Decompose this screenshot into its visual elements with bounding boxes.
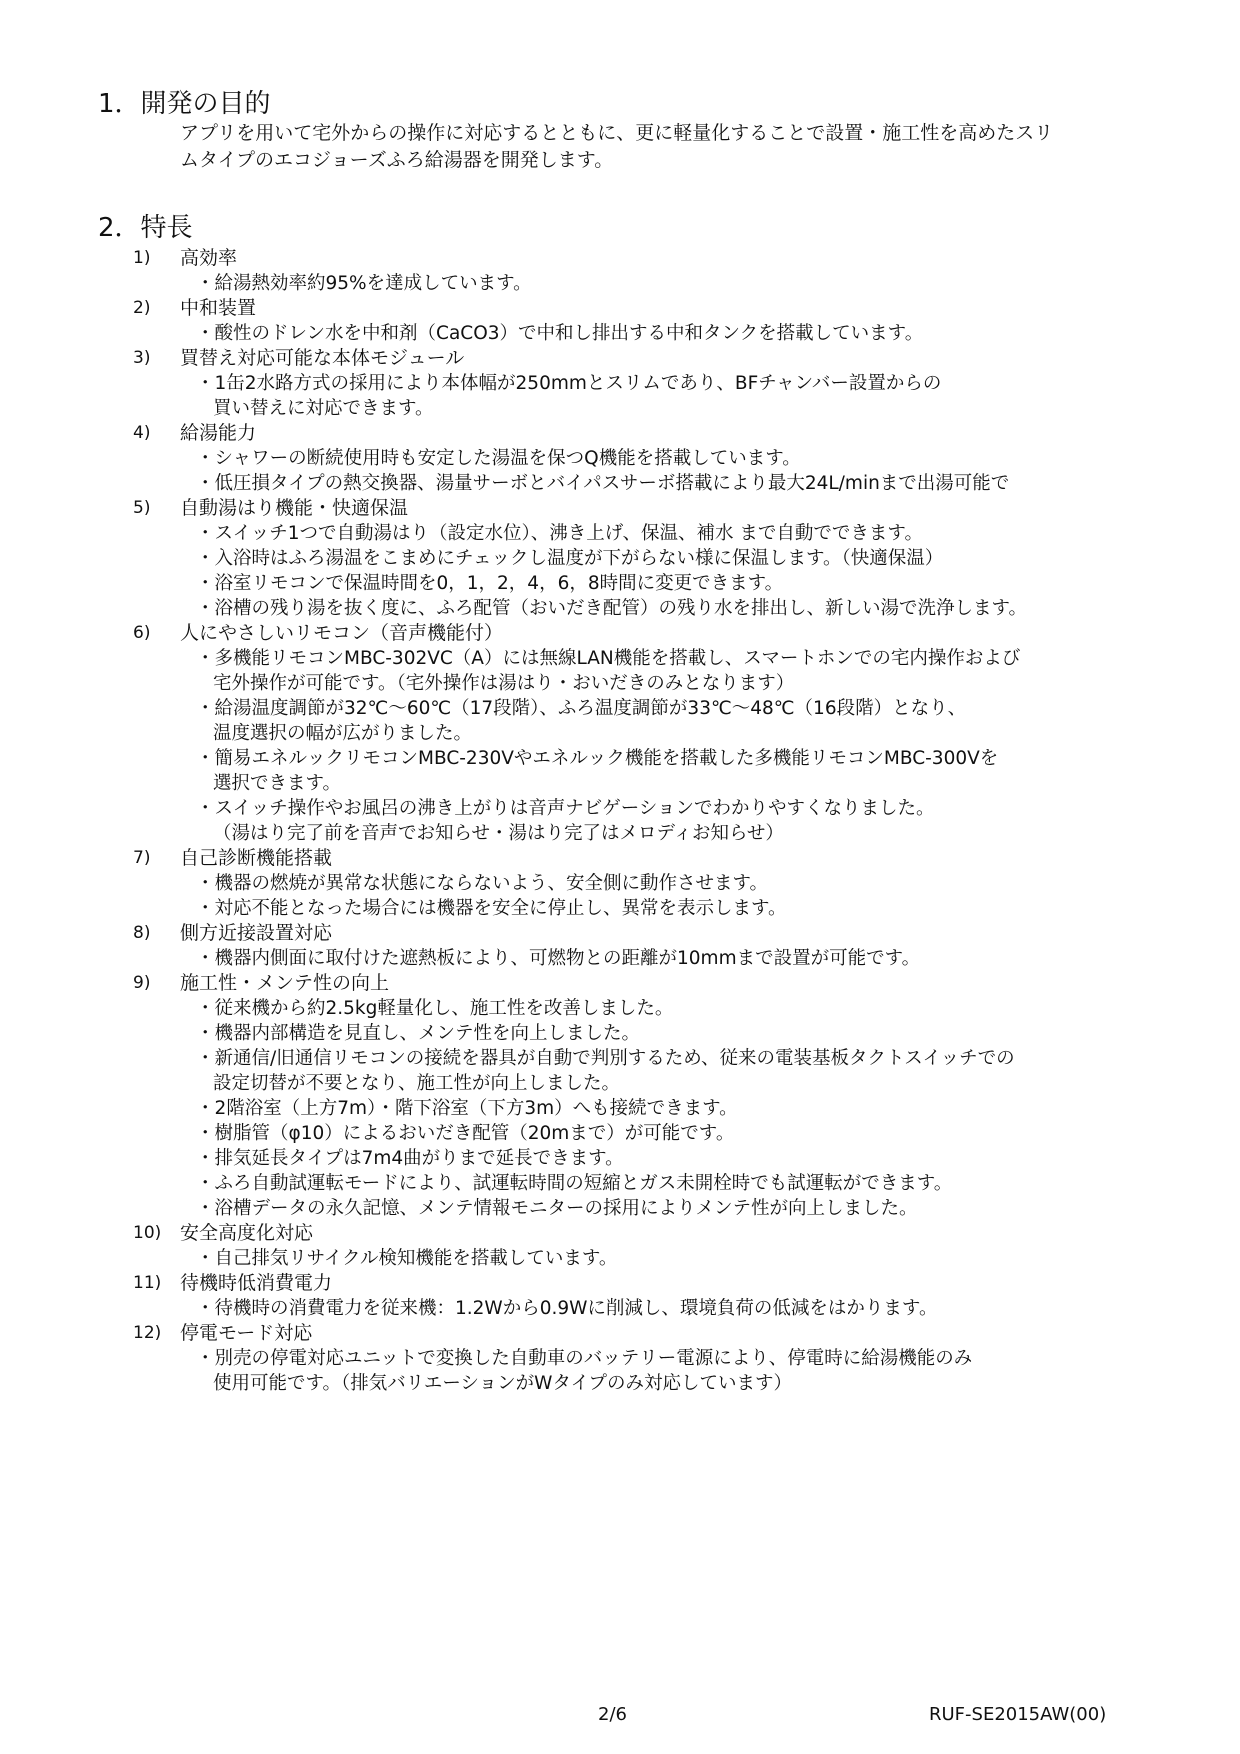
feature-bullet [196, 1046, 1240, 1096]
feature-item [0, 1221, 1240, 1271]
bullet-line: ・自己排気リサイクル検知機能を搭載しています。 [196, 1248, 618, 1269]
feature-bullet [196, 1246, 1240, 1271]
feature-title: 中和装置 [180, 297, 257, 319]
purpose-line: ムタイプのエコジョーズふろ給湯器を開発します。 [180, 149, 614, 171]
bullet-line: ・対応不能となった場合には機器を安全に停止し、異常を表示します。 [196, 898, 787, 919]
purpose-line: アプリを用いて宅外からの操作に対応するとともに、更に軽量化することで設置・施工性を高めたスリ [180, 122, 1054, 144]
bullet-line: ・機器内部構造を見直し、メンテ性を向上しました。 [196, 1023, 641, 1044]
feature-number: 12) [133, 1323, 162, 1343]
feature-bullet [196, 371, 1240, 421]
feature-bullet [196, 746, 1240, 796]
feature-heading [0, 971, 1240, 996]
feature-bullet [196, 1096, 1240, 1121]
feature-bullet [196, 796, 1240, 846]
feature-number: 8) [133, 923, 151, 943]
bullet-continuation-line: 選択できます。 [213, 773, 342, 794]
bullet-line: ・酸性のドレン水を中和剤（CaCO3）で中和し排出する中和タンクを搭載しています。 [196, 323, 924, 344]
feature-heading [0, 1221, 1240, 1246]
page-number: 2/6 [598, 1704, 627, 1725]
bullet-continuation-line: 買い替えに対応できます。 [213, 398, 434, 419]
feature-bullet [196, 596, 1240, 621]
feature-number: 1) [133, 248, 151, 268]
feature-item [0, 846, 1240, 921]
feature-bullet [196, 1346, 1240, 1396]
feature-bullet [196, 321, 1240, 346]
feature-bullet [196, 1196, 1240, 1221]
feature-number: 11) [133, 1273, 162, 1293]
bullet-continuation-line: （湯はり完了前を音声でお知らせ・湯はり完了はメロディお知らせ） [213, 823, 784, 844]
feature-item [0, 246, 1240, 296]
feature-number: 4) [133, 423, 151, 443]
feature-heading [0, 496, 1240, 521]
feature-heading [0, 346, 1240, 371]
feature-bullet [196, 546, 1240, 571]
feature-title: 待機時低消費電力 [180, 1272, 333, 1294]
feature-bullet [196, 1146, 1240, 1171]
feature-title: 給湯能力 [180, 422, 257, 444]
bullet-line: ・給湯温度調節が32℃～60℃（17段階）、ふろ温度調節が33℃～48℃（16段階）となり、 [196, 698, 967, 719]
bullet-continuation-line: 使用可能です。（排気バリエーションがWタイプのみ対応しています） [213, 1373, 793, 1394]
bullet-continuation-line: 温度選択の幅が広がりました。 [213, 723, 473, 744]
feature-bullet [196, 1121, 1240, 1146]
feature-bullet [196, 1171, 1240, 1196]
feature-bullet [196, 1296, 1240, 1321]
feature-title: 高効率 [180, 247, 238, 269]
feature-number: 9) [133, 973, 151, 993]
feature-bullet [196, 946, 1240, 971]
feature-item [0, 971, 1240, 1221]
purpose-paragraph [180, 120, 1160, 174]
feature-bullet [196, 271, 1240, 296]
feature-item [0, 496, 1240, 621]
feature-heading [0, 846, 1240, 871]
bullet-line: ・入浴時はふろ湯温をこまめにチェックし温度が下がらない様に保温します。（快適保温） [196, 548, 944, 569]
feature-title: 自動湯はり機能・快適保温 [180, 497, 409, 519]
feature-number: 6) [133, 623, 151, 643]
feature-bullet [196, 471, 1240, 496]
bullet-line: ・排気延長タイプは7m4曲がりまで延長できます。 [196, 1148, 624, 1169]
feature-number: 5) [133, 498, 151, 518]
feature-bullet [196, 521, 1240, 546]
bullet-line: ・浴槽データの永久記憶、メンテ情報モニターの採用によりメンテ性が向上しました。 [196, 1198, 918, 1219]
feature-heading [0, 246, 1240, 271]
feature-title: 人にやさしいリモコン（音声機能付） [180, 622, 504, 644]
feature-item [0, 296, 1240, 346]
feature-list [0, 246, 1240, 1396]
feature-title: 側方近接設置対応 [180, 922, 333, 944]
bullet-line: ・浴槽の残り湯を抜く度に、ふろ配管（おいだき配管）の残り水を排出し、新しい湯で洗浄します。 [196, 598, 1028, 619]
bullet-line: ・スイッチ操作やお風呂の沸き上がりは音声ナビゲーションでわかりやすくなりました。 [196, 798, 935, 819]
bullet-line: ・低圧損タイプの熱交換器、湯量サーボとバイパスサーボ搭載により最大24L/minまで出湯可能で [196, 473, 1010, 494]
feature-bullet [196, 446, 1240, 471]
bullet-line: ・新通信/旧通信リモコンの接続を器具が自動で判別するため、従来の電装基板タクトスイッチでの [196, 1048, 1015, 1069]
bullet-line: ・浴室リモコンで保温時間を0，1，2，4，6，8時間に変更できます。 [196, 573, 784, 594]
bullet-line: ・スイッチ1つで自動湯はり（設定水位）、沸き上げ、保温、補水 まで自動でできます。 [196, 523, 923, 544]
feature-bullet [196, 646, 1240, 696]
feature-number: 7) [133, 848, 151, 868]
feature-title: 自己診断機能搭載 [180, 847, 333, 869]
feature-bullet [196, 571, 1240, 596]
bullet-line: ・機器内側面に取付けた遮熱板により、可燃物との距離が10mmまで設置が可能です。 [196, 948, 921, 969]
feature-title: 安全高度化対応 [180, 1222, 314, 1244]
feature-title: 停電モード対応 [180, 1322, 313, 1344]
feature-item [0, 621, 1240, 846]
feature-item [0, 921, 1240, 971]
feature-heading [0, 921, 1240, 946]
feature-bullet [196, 1021, 1240, 1046]
bullet-line: ・従来機から約2.5kg軽量化し、施工性を改善しました。 [196, 998, 674, 1019]
feature-bullet [196, 996, 1240, 1021]
bullet-continuation-line: 設定切替が不要となり、施工性が向上しました。 [213, 1073, 621, 1094]
feature-item [0, 346, 1240, 421]
feature-heading [0, 421, 1240, 446]
feature-heading [0, 296, 1240, 321]
feature-number: 10) [133, 1223, 162, 1243]
section-1-title: 1．開発の目的 [98, 89, 271, 119]
feature-bullet [196, 896, 1240, 921]
feature-heading [0, 1271, 1240, 1296]
feature-bullet [196, 696, 1240, 746]
feature-item [0, 421, 1240, 496]
bullet-line: ・シャワーの断続使用時も安定した湯温を保つQ機能を搭載しています。 [196, 448, 801, 469]
feature-number: 2) [133, 298, 151, 318]
feature-heading [0, 1321, 1240, 1346]
feature-title: 買替え対応可能な本体モジュール [180, 347, 465, 369]
bullet-line: ・1缶2水路方式の採用により本体幅が250mmとスリムであり、BFチャンバー設置からの [196, 373, 942, 394]
bullet-line: ・待機時の消費電力を従来機：1.2Wから0.9Wに削減し、環境負荷の低減をはかります。 [196, 1298, 938, 1319]
feature-item [0, 1271, 1240, 1321]
section-2-title: 2．特長 [98, 213, 193, 243]
bullet-line: ・多機能リモコンMBC-302VC（A）には無線LAN機能を搭載し、スマートホンでの宅内操作および [196, 648, 1021, 669]
bullet-line: ・別売の停電対応ユニットで変換した自動車のバッテリー電源により、停電時に給湯機能のみ [196, 1348, 973, 1369]
bullet-line: ・2階浴室（上方7m）・階下浴室（下方3m）へも接続できます。 [196, 1098, 738, 1119]
bullet-line: ・機器の燃焼が異常な状態にならないよう、安全側に動作させます。 [196, 873, 769, 894]
document-code: RUF-SE2015AW(00) [929, 1704, 1107, 1725]
bullet-line: ・ふろ自動試運転モードにより、試運転時間の短縮とガス未開栓時でも試運転ができます。 [196, 1173, 953, 1194]
bullet-line: ・給湯熱効率約95%を達成しています。 [196, 273, 532, 294]
feature-item [0, 1321, 1240, 1396]
feature-title: 施工性・メンテ性の向上 [180, 972, 390, 994]
bullet-continuation-line: 宅外操作が可能です。（宅外操作は湯はり・おいだきのみとなります） [213, 673, 795, 694]
bullet-line: ・簡易エネルックリモコンMBC-230Vやエネルック機能を搭載した多機能リモコンMBC-300Vを [196, 748, 999, 769]
bullet-line: ・樹脂管（φ10）によるおいだき配管（20mまで）が可能です。 [196, 1123, 735, 1144]
feature-number: 3) [133, 348, 151, 368]
feature-bullet [196, 871, 1240, 896]
feature-heading [0, 621, 1240, 646]
